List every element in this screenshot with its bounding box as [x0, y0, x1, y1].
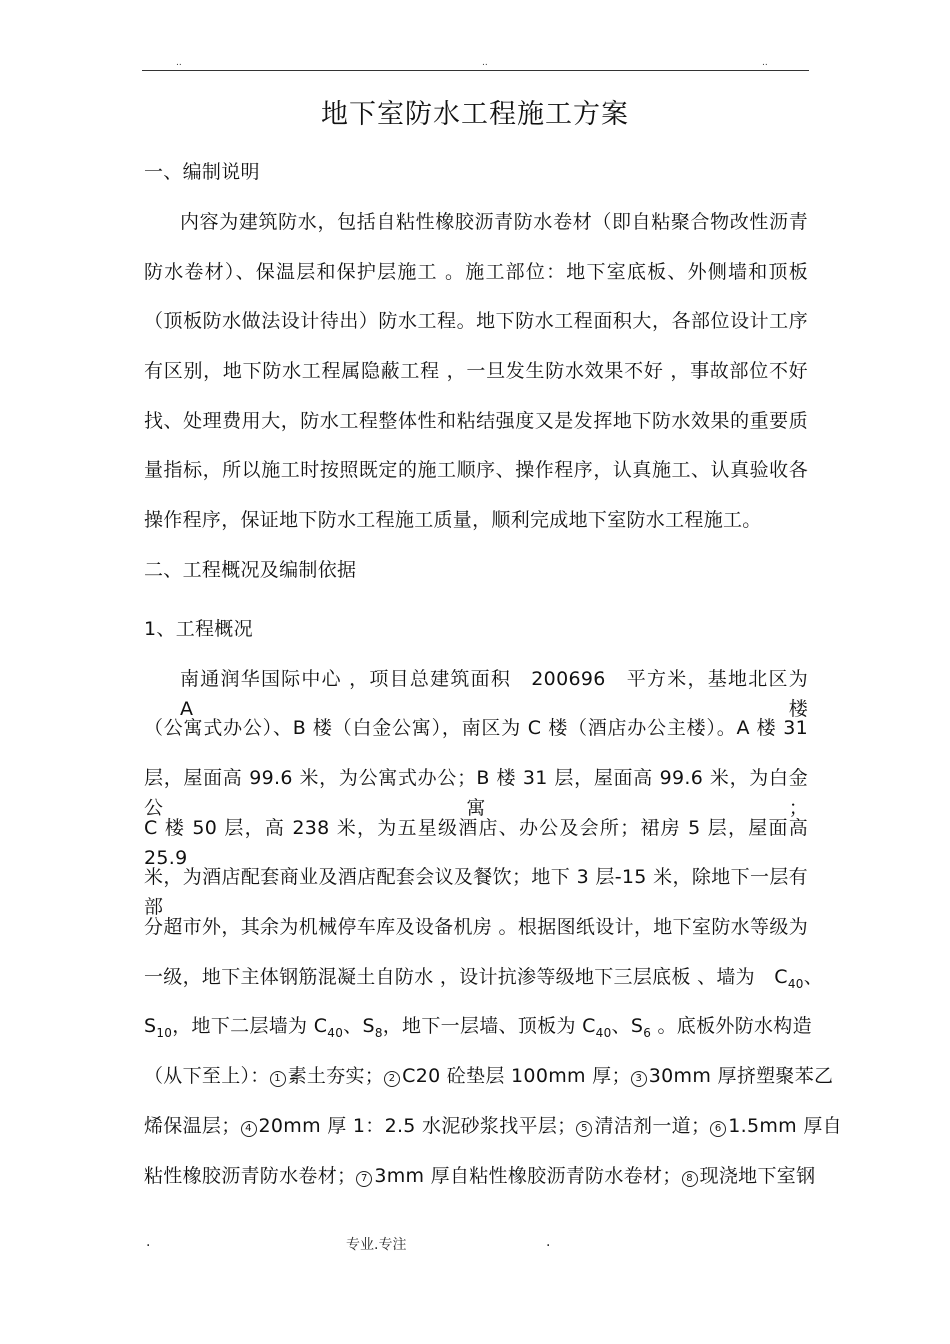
- subscript: 40: [327, 1026, 344, 1040]
- subscript: 6: [643, 1026, 652, 1040]
- line-text: 烯保温层；: [144, 1115, 241, 1137]
- para-line: C 楼 50 层，高 238 米，为五星级酒店、办公及会所；裙房 5 层，屋面高 25.9: [144, 817, 808, 869]
- circled-number: 4: [241, 1121, 257, 1137]
- line-text: 3mm 厚自粘性橡胶沥青防水卷材；: [374, 1165, 682, 1187]
- circled-number: 7: [356, 1171, 372, 1187]
- line-text: 30mm 厚挤塑聚苯乙: [648, 1065, 834, 1087]
- line-text: 、S: [343, 1015, 375, 1037]
- subscript: 10: [156, 1026, 173, 1040]
- line-text: 20mm 厚 1：2.5 水泥砂浆找平层；: [258, 1115, 577, 1137]
- circled-number: 6: [710, 1121, 726, 1137]
- line-text: ，地下一层墙、顶板为 C: [382, 1015, 596, 1037]
- para-line: 找、处理费用大，防水工程整体性和粘结强度又是发挥地下防水效果的重要质: [144, 410, 808, 432]
- circled-number: 5: [576, 1121, 592, 1137]
- para-line: [144, 962, 824, 992]
- para-line: 量指标，所以施工时按照既定的施工顺序、操作程序，认真施工、认真验收各: [144, 459, 808, 481]
- para-line: 分超市外，其余为机械停车库及设备机房 。根据图纸设计，地下室防水等级为: [144, 916, 808, 938]
- line-text: （从下至上）：: [144, 1065, 270, 1087]
- subscript: 8: [374, 1026, 383, 1040]
- para-line: 南通润华国际中心 ，项目总建筑面积 200696 平方米，基地北区为 A 楼: [180, 668, 828, 720]
- line-text: 、: [803, 966, 824, 988]
- para-line: 操作程序，保证地下防水工程施工质量，顺利完成地下室防水工程施工。: [144, 509, 762, 531]
- subscript: 40: [595, 1026, 612, 1040]
- section2-heading: 二、工程概况及编制依据: [144, 559, 357, 581]
- section2-subheading: 1、工程概况: [144, 618, 253, 640]
- line-text: 一级，地下主体钢筋混凝土自防水 ，设计抗渗等级地下三层底板 、墙为 C: [144, 966, 788, 988]
- line-text: C20 砼垫层 100mm 厚；: [402, 1065, 631, 1087]
- line-text: S: [144, 1015, 157, 1037]
- line-text: 素土夯实；: [287, 1065, 385, 1087]
- para-line: [144, 1011, 812, 1041]
- header-rule: [142, 70, 809, 71]
- header-mark-left: ..: [176, 58, 182, 68]
- para-line: [144, 1061, 834, 1091]
- circled-number: 3: [631, 1071, 647, 1087]
- para-line: 有区别，地下防水工程属隐蔽工程 ，一旦发生防水效果不好 ，事故部位不好: [144, 360, 808, 382]
- para-line: [144, 1111, 842, 1141]
- line-text: 。底板外防水构造: [651, 1015, 812, 1037]
- footer-mark-right: .: [546, 1234, 551, 1250]
- circled-number: 1: [270, 1071, 286, 1087]
- circled-number: 8: [682, 1171, 698, 1187]
- para-line: （顶板防水做法设计待出）防水工程。地下防水工程面积大，各部位设计工序: [144, 310, 808, 332]
- header-mark-center: ..: [482, 58, 488, 68]
- para-line: 防水卷材）、保温层和保护层施工 。施工部位：地下室底板、外侧墙和顶板: [144, 261, 808, 283]
- para-line: （公寓式办公）、B 楼（白金公寓），南区为 C 楼（酒店办公主楼）。A 楼 31: [144, 717, 808, 739]
- line-text: 现浇地下室钢: [699, 1165, 816, 1187]
- footer-mark-left: .: [146, 1234, 151, 1250]
- para-line: [144, 1161, 816, 1191]
- header-mark-right: ..: [762, 58, 768, 68]
- line-text: 清洁剂一道；: [594, 1115, 711, 1137]
- line-text: 、S: [611, 1015, 644, 1037]
- subscript: 40: [787, 977, 804, 991]
- para-line: 层，屋面高 99.6 米，为公寓式办公；B 楼 31 层，屋面高 99.6 米，为白金公寓；: [144, 767, 808, 819]
- line-text: 粘性橡胶沥青防水卷材；: [144, 1165, 357, 1187]
- line-text: ，地下二层墙为 C: [172, 1015, 328, 1037]
- para-line: 米，为酒店配套商业及酒店配套会议及餐饮；地下 3 层-15 米，除地下一层有部: [144, 866, 808, 918]
- document-title: 地下室防水工程施工方案: [321, 99, 629, 130]
- footer-text: 专业.专注: [346, 1237, 407, 1253]
- para-line: 内容为建筑防水，包括自粘性橡胶沥青防水卷材（即自粘聚合物改性沥青: [180, 211, 808, 233]
- section1-heading: 一、编制说明: [144, 161, 260, 183]
- circled-number: 2: [384, 1071, 400, 1087]
- line-text: 1.5mm 厚自: [728, 1115, 842, 1137]
